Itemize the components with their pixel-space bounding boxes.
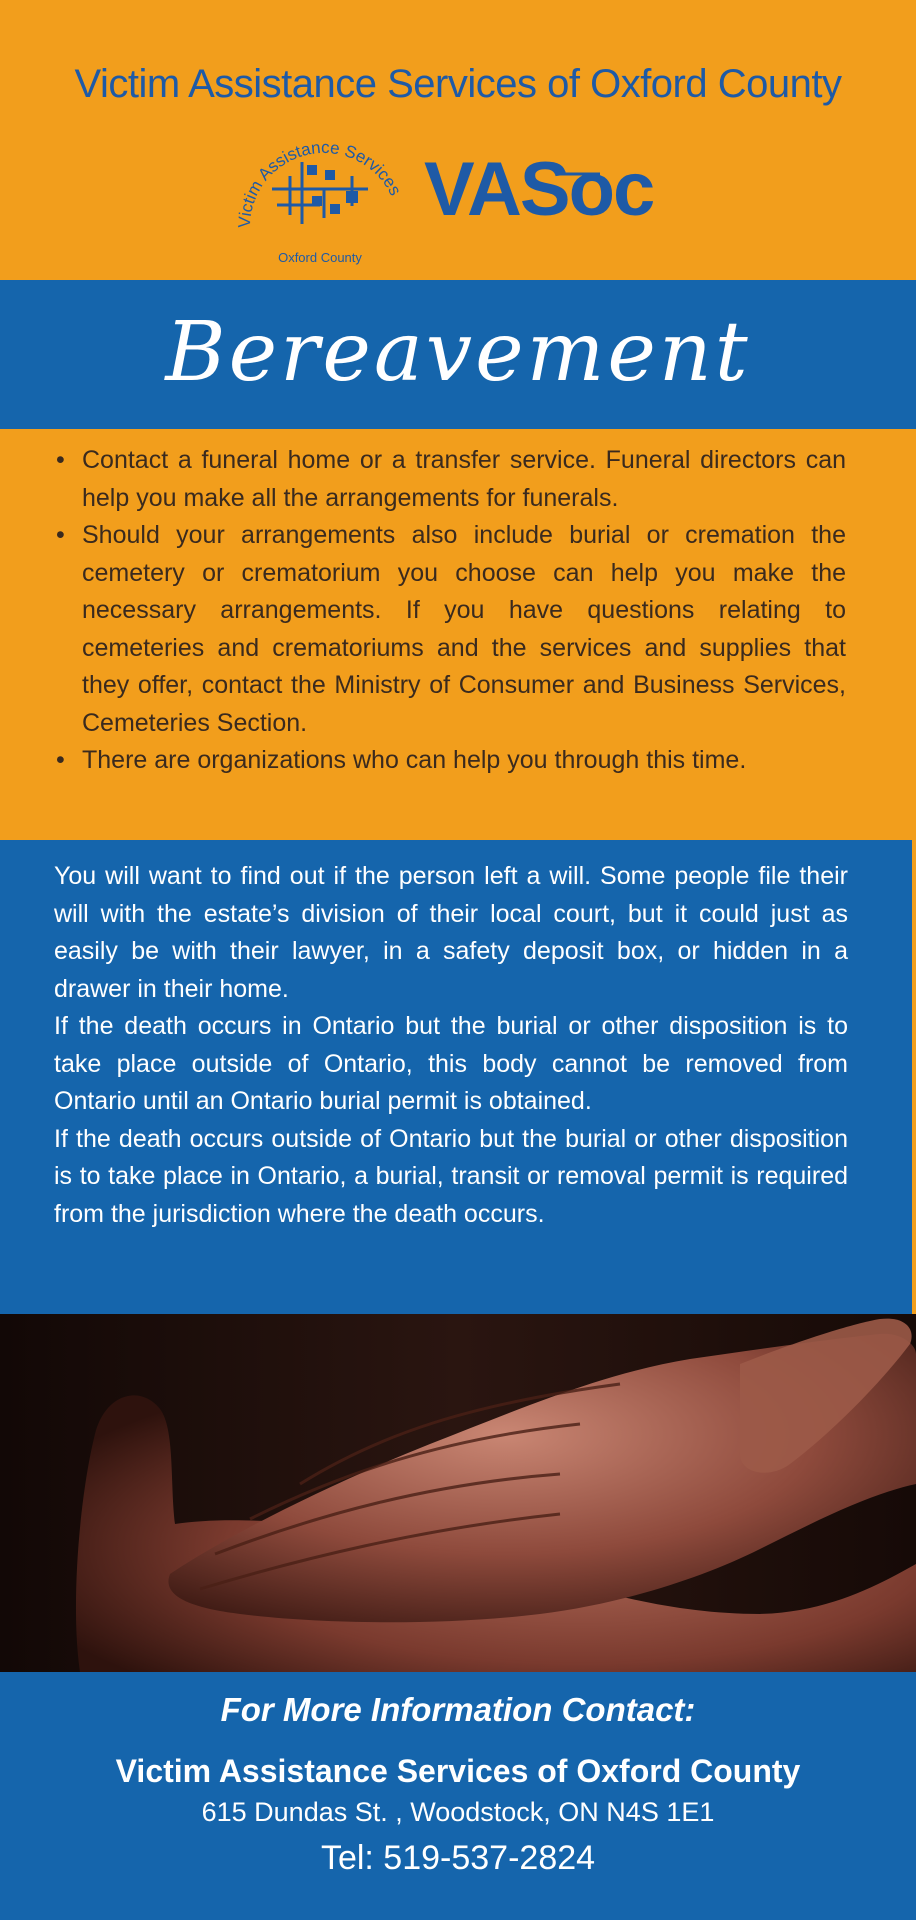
bullet-icon: •	[56, 446, 65, 474]
contact-phone: Tel: 519-537-2824	[320, 1839, 596, 1877]
list-item	[56, 742, 846, 780]
logo-overline-decoration	[228, 118, 688, 268]
header	[0, 0, 916, 280]
logo-arc-text: Victim Assistance Services	[234, 137, 405, 229]
bullet-section	[0, 429, 916, 840]
info-section	[0, 840, 912, 1314]
bullet-icon: •	[56, 521, 65, 549]
title-band	[0, 280, 916, 429]
org-title: Victim Assistance Services of Oxford County	[74, 62, 842, 106]
list-item	[56, 442, 846, 517]
list-item-text: Should your arrangements also include burial or cremation the cemetery or crematorium you choose can help you make the necessary arrangements. If you have questions relating to cemeteries and crematoriums and the services and supplies that they offer, contact the Ministry of Consumer and Business Services, Cemeteries Section.	[82, 521, 846, 737]
hands-image-icon	[0, 1314, 916, 1672]
list-item	[56, 517, 846, 742]
list-item-text: There are organizations who can help you through this time.	[82, 746, 747, 774]
bullet-icon: •	[56, 746, 65, 774]
bullet-list	[56, 442, 846, 780]
logo-acronym: VASoc	[424, 147, 654, 232]
contact-heading: For More Information Contact:	[220, 1691, 696, 1728]
contact-footer	[0, 1672, 916, 1920]
info-paragraph-will: You will want to find out if the person left a will. Some people file their will with the estate’s division of their local court, but it could just as easily be with their lawyer, in a safety deposit box, or hidden in a drawer in their home.	[54, 862, 848, 1003]
logo	[228, 118, 688, 268]
page-title: Bereavement	[165, 305, 751, 400]
info-paragraph-inside-ontario: If the death occurs outside of Ontario but the burial or other disposition is to take place in Ontario, a burial, transit or removal permit is required from the jurisdiction where the death occurs.	[54, 1124, 848, 1228]
contact-org-name: Victim Assistance Services of Oxford County	[115, 1753, 801, 1789]
contact-address: 615 Dundas St. , Woodstock, ON N4S 1E1	[201, 1797, 715, 1827]
hands-photo	[0, 1314, 916, 1672]
logo-county-label: Oxford County	[278, 250, 362, 265]
list-item-text: Contact a funeral home or a transfer service. Funeral directors can help you make all the arrangements for funerals.	[82, 446, 846, 512]
info-paragraph-outside-ontario: If the death occurs in Ontario but the burial or other disposition is to take place outside of Ontario, this body cannot be removed from Ontario until an Ontario burial permit is obtained.	[54, 1012, 848, 1115]
